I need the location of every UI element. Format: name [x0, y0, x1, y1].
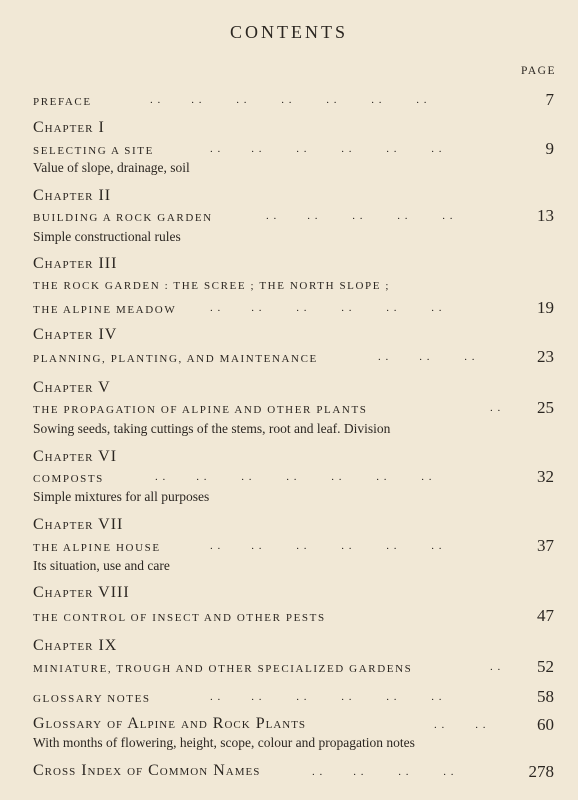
toc-entry-propagation[interactable] — [0, 398, 578, 418]
chapter-description: Simple constructional rules — [33, 229, 181, 244]
leader-dots: . . . . . . . . . . . . . . — [155, 471, 433, 483]
page-number: 25 — [537, 398, 554, 417]
chapter-description: Sowing seeds, taking cuttings of the stems, root and leaf. Division — [33, 421, 391, 436]
toc-entry-composts[interactable] — [0, 467, 578, 487]
leader-dots: . . . . . . . . . . . . — [210, 302, 443, 314]
entry-title: THE PROPAGATION OF ALPINE AND OTHER PLANTS — [33, 404, 368, 416]
toc-entry-building-a-rock-garden[interactable] — [0, 206, 578, 226]
leader-dots: . . . . — [434, 719, 487, 731]
entry-title: PREFACE — [33, 96, 92, 108]
entry-title: BUILDING A ROCK GARDEN — [33, 212, 213, 224]
toc-entry-planning[interactable] — [0, 347, 578, 367]
chapter-description: Its situation, use and care — [33, 558, 170, 573]
chapter-description: Simple mixtures for all purposes — [33, 489, 210, 504]
entry-title: PLANNING, PLANTING, AND MAINTENANCE — [33, 353, 318, 365]
page-number: 58 — [537, 687, 554, 706]
page-number: 9 — [545, 139, 554, 158]
toc-entry-rock-garden-line1[interactable] — [0, 274, 578, 294]
page-column-label: PAGE — [521, 65, 556, 77]
leader-dots: . . . . . . . . — [312, 766, 455, 778]
toc-entry-preface[interactable] — [0, 90, 578, 110]
entry-title: SELECTING A SITE — [33, 145, 154, 157]
toc-entry-miniature-gardens[interactable] — [0, 657, 578, 677]
entry-title: Cross Index of Common Names — [33, 762, 261, 779]
leader-dots: . . — [490, 402, 502, 414]
toc-entry-selecting-a-site[interactable] — [0, 139, 578, 159]
page-number: 47 — [537, 606, 554, 625]
entry-title: THE ROCK GARDEN : THE SCREE ; THE NORTH SLOPE ; — [33, 280, 391, 292]
leader-dots: . . . . . . . . . . . . — [210, 540, 443, 552]
leader-dots: . . . . . . — [378, 351, 476, 363]
entry-title: THE ALPINE HOUSE — [33, 542, 161, 554]
page-number: 52 — [537, 657, 554, 676]
toc-entry-rock-garden-line2[interactable] — [0, 298, 578, 318]
page-number: 60 — [537, 715, 554, 734]
chapter-heading-4: Chapter IV — [33, 326, 118, 343]
entry-title: THE ALPINE MEADOW — [33, 304, 177, 316]
toc-entry-glossary-notes[interactable] — [0, 687, 578, 707]
entry-title: Glossary of Alpine and Rock Plants — [33, 715, 307, 732]
page-number: 23 — [537, 347, 554, 366]
leader-dots: . . — [490, 661, 502, 673]
toc-entry-glossary[interactable] — [0, 715, 578, 735]
chapter-heading-5: Chapter V — [33, 379, 111, 396]
chapter-heading-8: Chapter VIII — [33, 584, 130, 601]
leader-dots: . . . . . . . . . . . . . . — [150, 94, 428, 106]
page-number: 32 — [537, 467, 554, 486]
toc-entry-cross-index[interactable] — [0, 762, 578, 782]
leader-dots: . . . . . . . . . . . . — [210, 143, 443, 155]
page-number: 7 — [545, 90, 554, 109]
entry-title: COMPOSTS — [33, 473, 104, 485]
page-number: 37 — [537, 536, 554, 555]
toc-entry-pests[interactable] — [0, 606, 578, 626]
entry-title: GLOSSARY NOTES — [33, 693, 151, 705]
toc-entry-alpine-house[interactable] — [0, 536, 578, 556]
page-number: 278 — [528, 762, 554, 781]
chapter-description: Value of slope, drainage, soil — [33, 160, 190, 175]
chapter-heading-6: Chapter VI — [33, 448, 118, 465]
chapter-heading-2: Chapter II — [33, 187, 112, 204]
entry-title: THE CONTROL OF INSECT AND OTHER PESTS — [33, 612, 326, 624]
chapter-heading-9: Chapter IX — [33, 637, 118, 654]
page-number: 13 — [537, 206, 554, 225]
page-number: 19 — [537, 298, 554, 317]
page-title: CONTENTS — [230, 22, 348, 42]
leader-dots: . . . . . . . . . . — [266, 210, 454, 222]
entry-description: With months of flowering, height, scope, colour and propagation notes — [33, 735, 415, 750]
chapter-heading-7: Chapter VII — [33, 516, 124, 533]
entry-title: MINIATURE, TROUGH AND OTHER SPECIALIZED GARDENS — [33, 663, 413, 675]
chapter-heading-3: Chapter III — [33, 255, 118, 272]
chapter-heading-1: Chapter I — [33, 119, 105, 136]
leader-dots: . . . . . . . . . . . . — [210, 691, 443, 703]
